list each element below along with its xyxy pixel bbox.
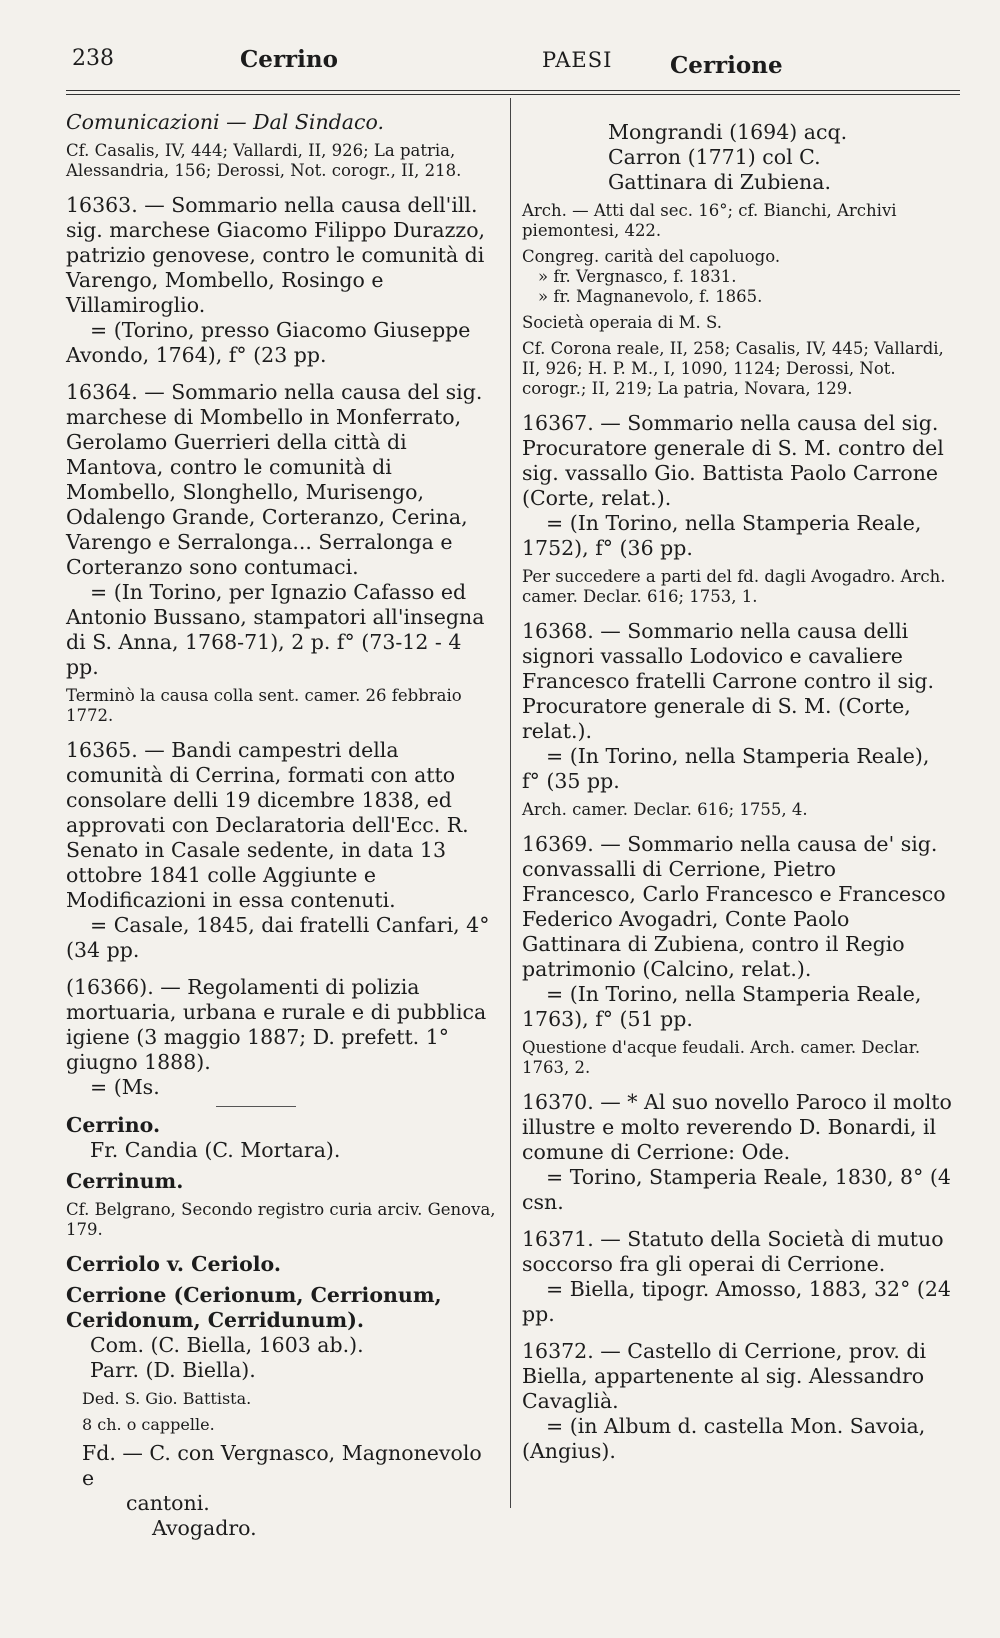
cerrino-fraction: Fr. Candia (C. Mortara). <box>90 1138 341 1162</box>
entry-16364-note: Terminò la causa colla sent. camer. 26 febbraio 1772. <box>66 686 462 725</box>
entry-16368-imprint: = (In Torino, nella Stamperia Reale), f° (35 pp. <box>522 744 930 793</box>
entry-16368-note: Arch. camer. Declar. 616; 1755, 4. <box>522 800 808 819</box>
entry-16368: 16368. — Sommario nella causa delli signori vassallo Lodovico e cavaliere Francesco fratelli Carrone contro il sig. Procuratore generale di S. M. (Corte, relat.). <box>522 619 935 743</box>
entry-16367: 16367. — Sommario nella causa del sig. Procuratore generale di S. M. contro del sig. vassallo Gio. Battista Paolo Carrone (Corte, relat.). <box>522 411 944 510</box>
cerrione-chapels: 8 ch. o cappelle. <box>82 1415 215 1434</box>
header-rule-thin <box>66 94 960 95</box>
entry-16369: 16369. — Sommario nella causa de' sig. convassalli di Cerrione, Pietro Francesco, Carlo Francesco e Francesco Federico Avogadri, Conte Paolo Gattinara di Zubiena, contro il Regio patrimonio (Calcino, relat.). <box>522 832 946 981</box>
header-right-keyword: Cerrione <box>670 52 783 79</box>
entry-16372-imprint: = (in Album d. castella Mon. Savoia, (Angius). <box>522 1414 926 1463</box>
entry-16369-note: Questione d'acque feudali. Arch. camer. Declar. 1763, 2. <box>522 1038 921 1077</box>
archive-note: Arch. — Atti dal sec. 16°; cf. Bianchi, Archivi piemontesi, 422. <box>522 201 897 240</box>
cerrione-feudo-line1: Fd. — C. con Vergnasco, Magnonevolo e <box>82 1441 482 1490</box>
entry-16363: 16363. — Sommario nella causa dell'ill. sig. marchese Giacomo Filippo Durazzo, patrizio genovese, contro le comunità di Varengo, Mombello, Rosingo e Villamiroglio. <box>66 193 486 317</box>
congregazione-carita: Congreg. carità del capoluogo. <box>522 247 781 266</box>
entry-16364-imprint: = (In Torino, per Ignazio Cafasso ed Antonio Bussano, stampatori all'insegna di S. Anna, 1768-71), 2 p. f° (73-12 - 4 pp. <box>66 580 485 679</box>
cerrione-dedication: Ded. S. Gio. Battista. <box>82 1389 252 1408</box>
entry-16367-note: Per succedere a parti del fd. dagli Avogadro. Arch. camer. Declar. 616; 1753, 1. <box>522 567 946 606</box>
societa-operaia: Società operaia di M. S. <box>522 313 723 332</box>
heading-cerrione: Cerrione (Cerionum, Cerrionum, Ceridonum, Cerridunum). <box>66 1283 442 1332</box>
heading-cerrinum: Cerrinum. <box>66 1169 184 1193</box>
entry-16365: 16365. — Bandi campestri della comunità di Cerrina, formati con atto consolare delli 19 dicembre 1838, ed approvati con Declaratoria dell'Ecc. R. Senato in Casale sedente, in data 13 ottobre 1841 colle Aggiunte e Modificazioni in essa contenuti. <box>66 738 469 912</box>
feudo-carron: Carron (1771) col C. <box>608 145 821 169</box>
entry-16366: (16366). — Regolamenti di polizia mortuaria, urbana e rurale e di pubblica igiene (3 maggio 1887; D. prefett. 1° giugno 1888). <box>66 975 487 1074</box>
entry-16369-imprint: = (In Torino, nella Stamperia Reale, 1763), f° (51 pp. <box>522 982 922 1031</box>
cf-corona-reale-note: Cf. Corona reale, II, 258; Casalis, IV, 445; Vallardi, II, 926; H. P. M., I, 1090, 1124; Derossi, Not. corogr.; II, 219; La patria, Novara, 129. <box>522 339 944 398</box>
cerrione-parrocchia: Parr. (D. Biella). <box>90 1358 256 1382</box>
cerrione-feudo-line2: cantoni. <box>126 1491 210 1515</box>
congregazione-vergnasco: » fr. Vergnasco, f. 1831. <box>538 267 737 286</box>
entry-16367-imprint: = (In Torino, nella Stamperia Reale, 1752), f° (36 pp. <box>522 511 922 560</box>
comunicazioni-line: Comunicazioni — Dal Sindaco. <box>66 110 384 134</box>
cerriolo-crossref: Cerriolo v. Ceriolo. <box>66 1252 281 1276</box>
entry-16371: 16371. — Statuto della Società di mutuo soccorso fra gli operai di Cerrione. <box>522 1227 944 1276</box>
entry-16363-imprint: = (Torino, presso Giacomo Giuseppe Avondo, 1764), f° (23 pp. <box>66 318 471 367</box>
header-section-title: PAESI <box>542 48 613 72</box>
page-number: 238 <box>72 46 114 71</box>
heading-cerrino: Cerrino. <box>66 1113 161 1137</box>
cerrione-feudo-line3: Avogadro. <box>152 1516 257 1540</box>
entry-16371-imprint: = Biella, tipogr. Amosso, 1883, 32° (24 pp. <box>522 1277 951 1326</box>
entry-16370-imprint: = Torino, Stamperia Reale, 1830, 8° (4 csn. <box>522 1165 951 1214</box>
header-rule <box>66 90 960 91</box>
cerrinum-cf-note: Cf. Belgrano, Secondo registro curia arciv. Genova, 179. <box>66 1200 496 1239</box>
header-left-keyword: Cerrino <box>240 46 338 73</box>
entry-16364: 16364. — Sommario nella causa del sig. marchese di Mombello in Monferrato, Gerolamo Guerrieri della città di Mantova, contro le comunità di Mombello, Slonghello, Murisengo, Odalengo Grande, Corteranzo, Cerina, Varengo e Serralonga... Serralonga e Corteranzo sono contumaci. <box>66 380 483 579</box>
entry-16372: 16372. — Castello di Cerrione, prov. di Biella, appartenente al sig. Alessandro Cavaglià. <box>522 1339 927 1413</box>
congregazione-magnanevolo: » fr. Magnanevolo, f. 1865. <box>538 287 763 306</box>
feudo-gattinara: Gattinara di Zubiena. <box>608 170 831 194</box>
entry-16370: 16370. — * Al suo novello Paroco il molto illustre e molto reverendo D. Bonardi, il comune di Cerrione: Ode. <box>522 1090 952 1164</box>
feudo-mongrandi: Mongrandi (1694) acq. <box>608 120 848 144</box>
left-column <box>66 110 498 1541</box>
section-separator <box>216 1106 296 1107</box>
entry-16366-imprint: = (Ms. <box>90 1075 160 1099</box>
running-header <box>66 44 960 84</box>
right-column <box>522 120 952 1464</box>
cf-casalis-note: Cf. Casalis, IV, 444; Vallardi, II, 926; La patria, Alessandria, 156; Derossi, Not. corogr., II, 218. <box>66 141 462 180</box>
entry-16365-imprint: = Casale, 1845, dai fratelli Canfari, 4° (34 pp. <box>66 913 490 962</box>
column-divider <box>510 98 511 1508</box>
cerrione-comune: Com. (C. Biella, 1603 ab.). <box>90 1333 364 1357</box>
